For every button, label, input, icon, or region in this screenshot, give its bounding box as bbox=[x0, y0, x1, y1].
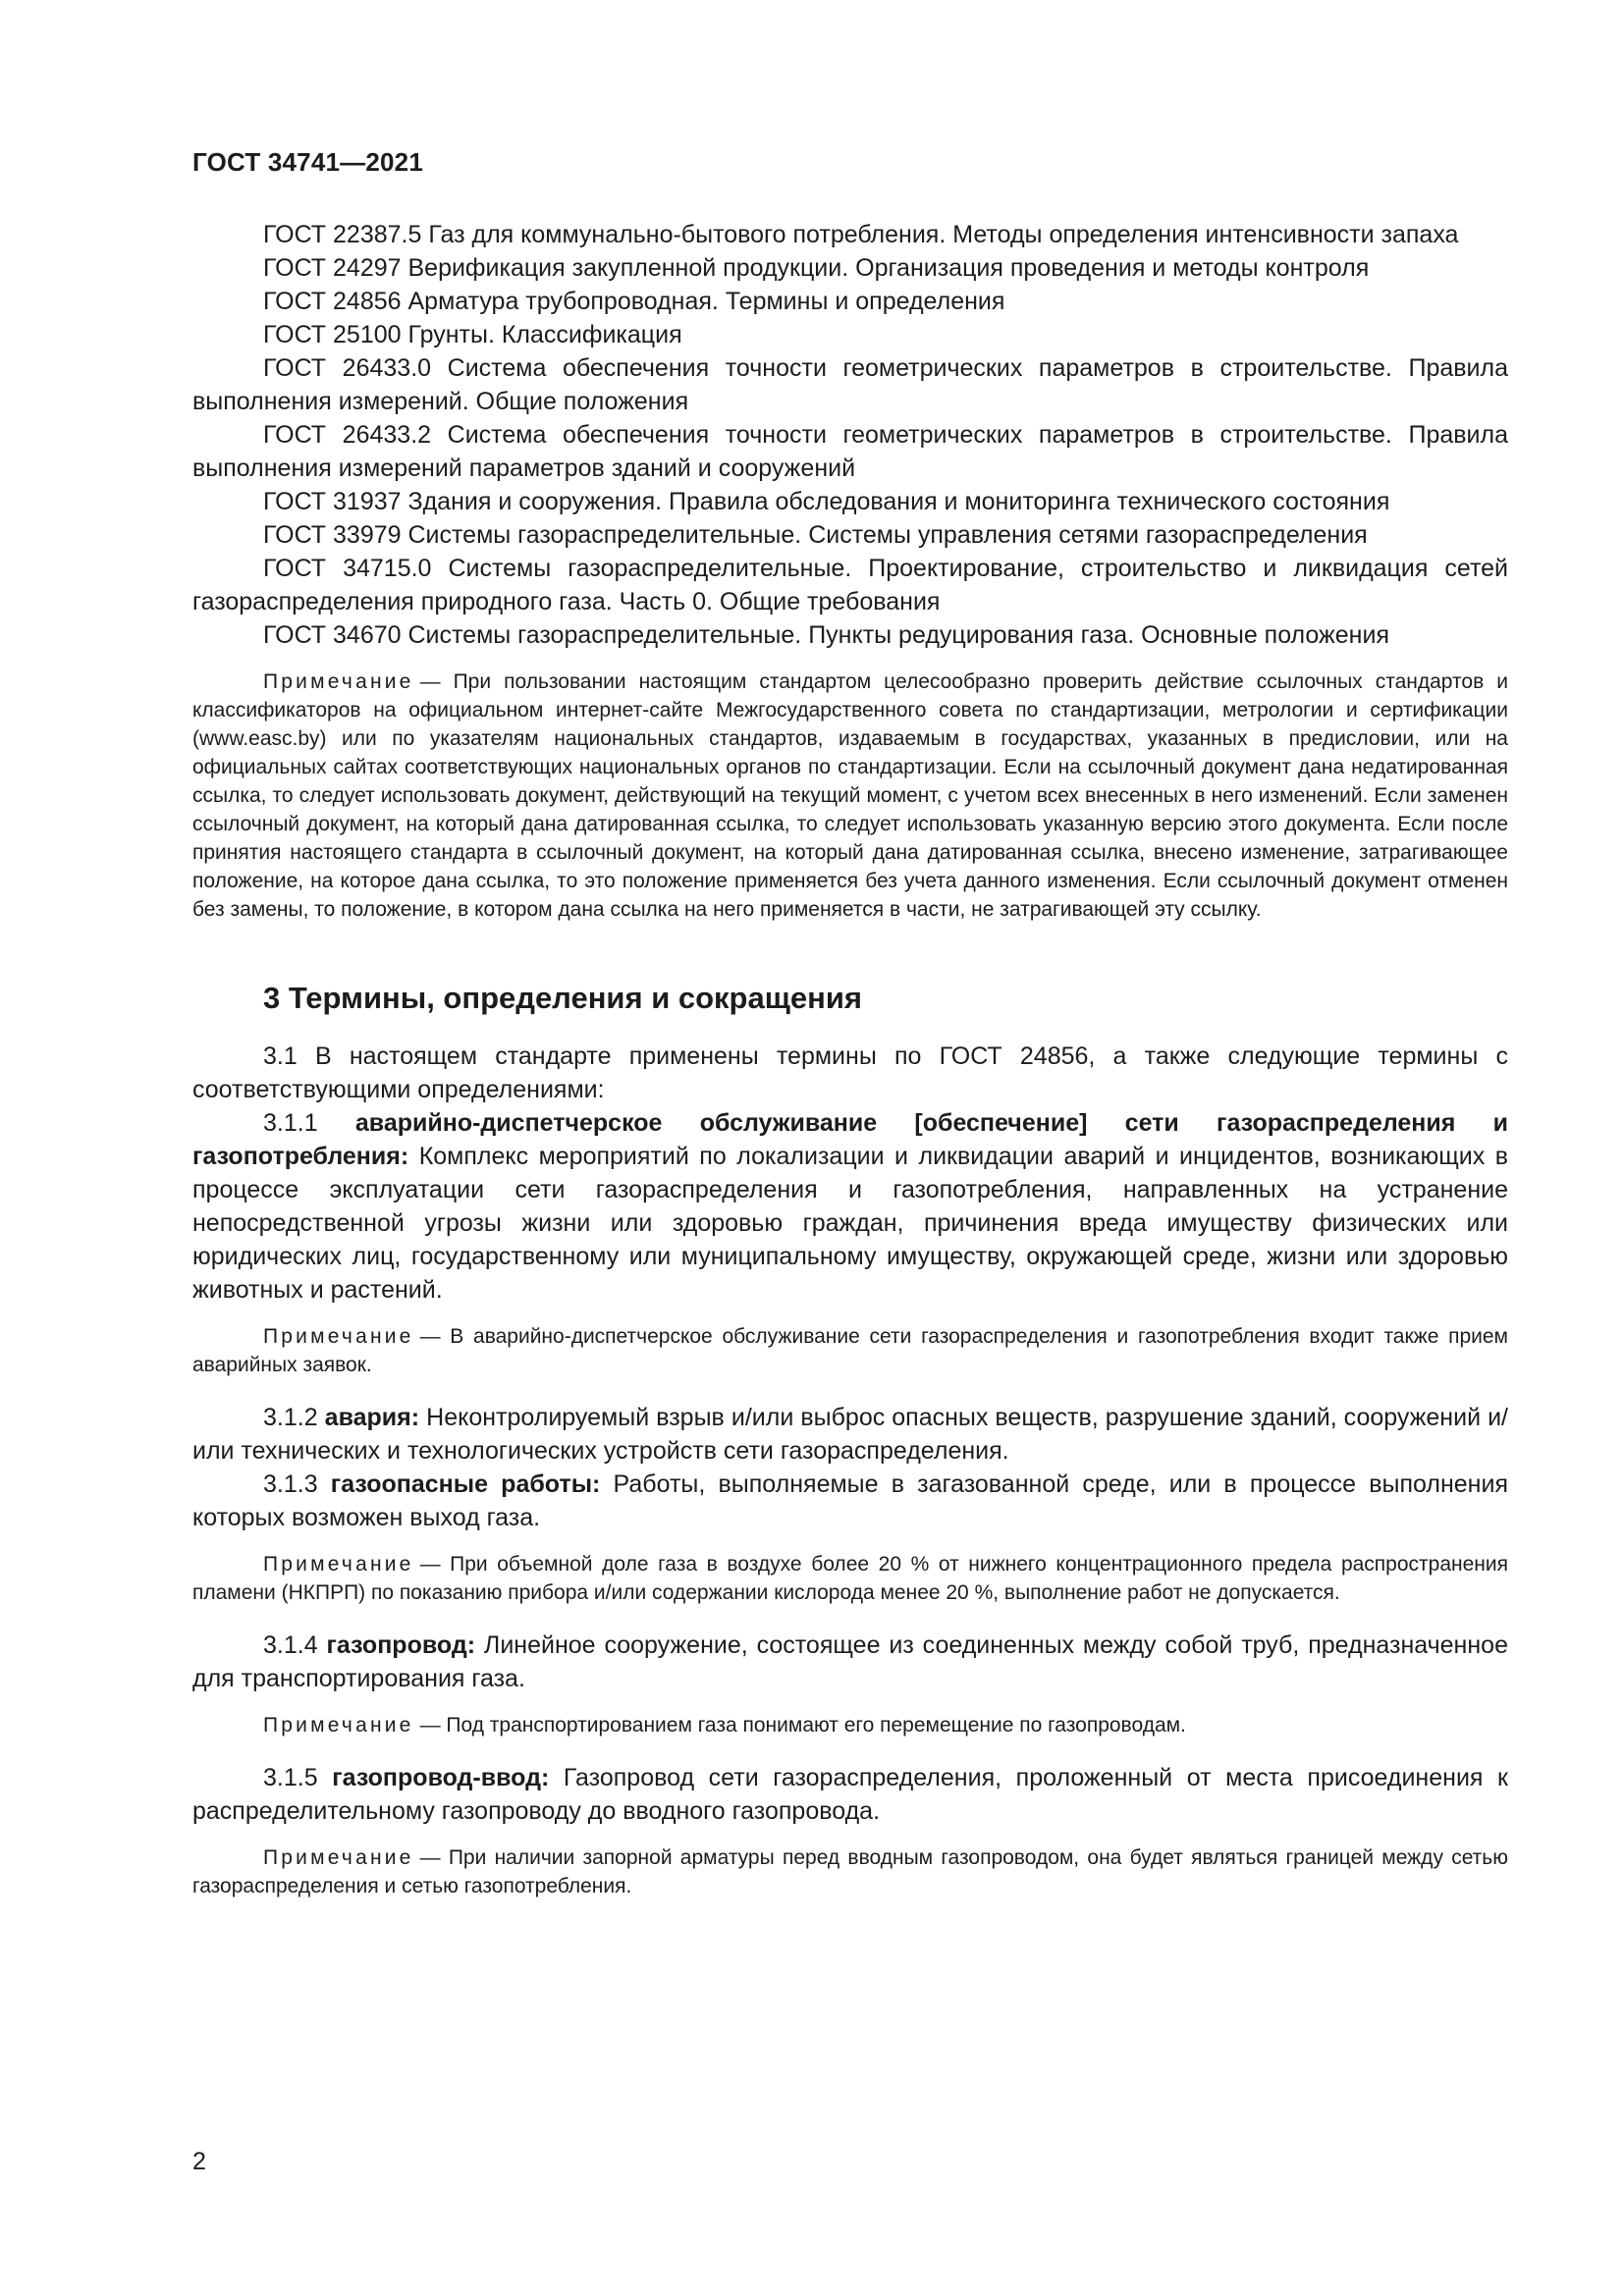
section-intro: 3.1 В настоящем стандарте применены термины по ГОСТ 24856, а также следующие термины с соответствующими определениями: bbox=[192, 1042, 1508, 1103]
term-number: 3.1.2 bbox=[263, 1404, 318, 1431]
reference-item: ГОСТ 24297 Верификация закупленной продукции. Организация проведения и методы контроля bbox=[263, 254, 1370, 282]
term-entry bbox=[192, 1629, 1508, 1695]
term-number: 3.1.3 bbox=[263, 1470, 318, 1498]
reference-item: ГОСТ 34670 Системы газораспределительные. Пункты редуцирования газа. Основные положения bbox=[263, 621, 1389, 649]
term-note bbox=[192, 1550, 1508, 1607]
term-definition: Неконтролируемый взрыв и/или выброс опасных веществ, разрушение зданий, сооружений и/или технических и технологических устройств сети газораспределения. bbox=[192, 1404, 1509, 1465]
references-note bbox=[192, 667, 1508, 924]
note-text: — При пользовании настоящим стандартом целесообразно проверить действие ссылочных стандартов и классификаторов на официальном интернет-сайте Межгосударственного совета по стандартизации, метрологии и сертификации (www.easc.by) или по указателям национальных стандартов, издаваемым в государствах, указанных в предисловии, или на официальных сайтах соответствующих национальных органов по стандартизации. Если на ссылочный документ дана недатированная ссылка, то следует использовать документ, действующий на текущий момент, с учетом всех внесенных в него изменений. Если заменен ссылочный документ, на который дана датированная ссылка, то следует использовать указанную версию этого документа. Если после принятия настоящего стандарта в ссылочный документ, на который дана датированная ссылка, внесено изменение, затрагивающее положение, на которое дана ссылка, то это положение применяется без учета данного изменения. Если ссылочный документ отменен без замены, то положение, в котором дана ссылка на него применяется в части, не затрагивающей эту ссылку. bbox=[192, 670, 1508, 921]
reference-item: ГОСТ 22387.5 Газ для коммунально-бытового потребления. Методы определения интенсивности запаха bbox=[263, 221, 1459, 248]
normative-references-list bbox=[192, 218, 1508, 652]
reference-item: ГОСТ 31937 Здания и сооружения. Правила обследования и мониторинга технического состояния bbox=[263, 488, 1390, 515]
term-name: газопровод: bbox=[326, 1631, 476, 1659]
reference-item: ГОСТ 24856 Арматура трубопроводная. Термины и определения bbox=[263, 288, 1005, 315]
term-definition: Комплекс мероприятий по локализации и ликвидации аварий и инцидентов, возникающих в процессе эксплуатации сети газораспределения и газопотребления, направленных на устранение непосредственной угрозы жизни или здоровью граждан, причинения вреда имуществу физических или юридических лиц, государственному или муниципальному имуществу, окружающей среде, жизни или здоровью животных и растений. bbox=[192, 1143, 1508, 1304]
term-name: газопровод-ввод: bbox=[332, 1764, 550, 1791]
term-number: 3.1.1 bbox=[263, 1109, 318, 1137]
term-note bbox=[192, 1711, 1508, 1739]
term-name: авария: bbox=[324, 1404, 420, 1431]
term-definition: Работы, выполняемые в загазованной среде, или в процессе выполнения которых возможен выход газа. bbox=[192, 1470, 1508, 1531]
document-code-header: ГОСТ 34741—2021 bbox=[192, 147, 423, 177]
reference-item: ГОСТ 25100 Грунты. Классификация bbox=[263, 321, 682, 348]
term-definition: Газопровод сети газораспределения, проложенный от места присоединения к распределительному газопроводу до вводного газопровода. bbox=[192, 1764, 1508, 1825]
note-label: Примечание bbox=[263, 670, 414, 693]
term-note bbox=[192, 1843, 1508, 1900]
note-label: Примечание bbox=[263, 1553, 414, 1575]
reference-item: ГОСТ 26433.2 Система обеспечения точности геометрических параметров в строительстве. Правила выполнения измерений параметров зданий и сооружений bbox=[192, 421, 1508, 482]
term-entry bbox=[192, 1106, 1508, 1307]
term-note bbox=[192, 1322, 1508, 1379]
note-label: Примечание bbox=[263, 1325, 414, 1348]
term-name: газоопасные работы: bbox=[330, 1470, 601, 1498]
note-label: Примечание bbox=[263, 1714, 414, 1736]
term-entry bbox=[192, 1761, 1508, 1828]
term-number: 3.1.5 bbox=[263, 1764, 318, 1791]
reference-item: ГОСТ 34715.0 Системы газораспределительные. Проектирование, строительство и ликвидация сетей газораспределения природного газа. Часть 0. Общие требования bbox=[192, 555, 1508, 615]
page-number: 2 bbox=[192, 2148, 206, 2175]
note-label: Примечание bbox=[263, 1846, 414, 1869]
reference-item: ГОСТ 33979 Системы газораспределительные. Системы управления сетями газораспределения bbox=[263, 521, 1368, 549]
term-name: аварийно-диспетчерское обслуживание [обеспечение] сети газораспределения и газопотребления: bbox=[192, 1109, 1508, 1170]
note-text: — В аварийно-диспетчерское обслуживание сети газораспределения и газопотребления входит также прием аварийных заявок. bbox=[192, 1325, 1508, 1376]
page-content bbox=[192, 218, 1508, 1900]
note-text: — Под транспортированием газа понимают его перемещение по газопроводам. bbox=[419, 1714, 1186, 1736]
note-text: — При объемной доле газа в воздухе более 20 % от нижнего концентрационного предела распространения пламени (НКПРП) по показанию прибора и/или содержании кислорода менее 20 %, выполнение работ не допускается. bbox=[192, 1553, 1508, 1604]
term-number: 3.1.4 bbox=[263, 1631, 318, 1659]
note-text: — При наличии запорной арматуры перед вводным газопроводом, она будет являться границей между сетью газораспределения и сетью газопотребления. bbox=[192, 1846, 1508, 1897]
term-entry bbox=[192, 1468, 1508, 1534]
term-entry bbox=[192, 1401, 1508, 1468]
reference-item: ГОСТ 26433.0 Система обеспечения точности геометрических параметров в строительстве. Правила выполнения измерений. Общие положения bbox=[192, 354, 1508, 415]
section-heading: 3 Термины, определения и сокращения bbox=[263, 981, 862, 1015]
term-definition: Линейное сооружение, состоящее из соединенных между собой труб, предназначенное для транспортирования газа. bbox=[192, 1631, 1508, 1692]
